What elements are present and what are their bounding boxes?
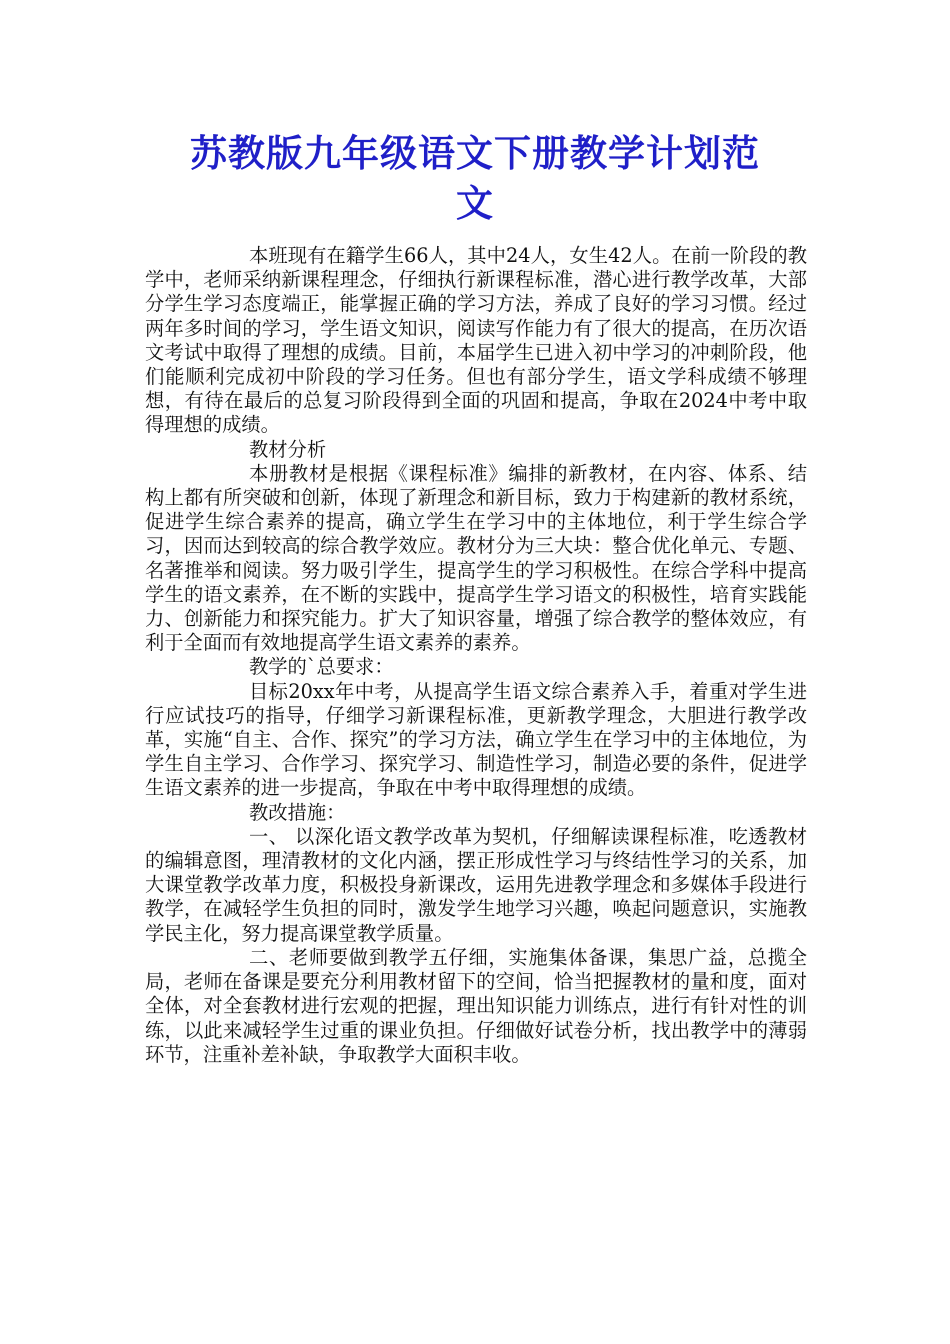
heading-textbook-analysis: 教材分析	[249, 437, 327, 461]
title-line-1: 苏教版九年级语文下册教学计划范	[190, 131, 760, 175]
paragraph-general-requirements: 目标20xx年中考，从提高学生语文综合素养入手，着重对学生进行应试技巧的指导，仔细学习新课程标准，更新教学理念，大胆进行教学改革，实施“自主、合作、探究”的学习方法，确立学生在学习中的主体地位，为学生自主学习、合作学习、探究学习、制造性学习，制造必要的条件，促进学生语文素养的进一步提高，争取在中考中取得理想的成绩。	[145, 679, 807, 800]
paragraph-measure-two: 二、老师要做到教学五仔细，实施集体备课，集思广益，总揽全局，老师在备课是要充分利用教材留下的空间，恰当把握教材的量和度，面对全体，对全套教材进行宏观的把握，理出知识能力训练点，进行有针对性的训练，以此来减轻学生过重的课业负担。仔细做好试卷分析，找出教学中的薄弱环节，注重补差补缺，争取教学大面积丰收。	[145, 945, 807, 1066]
paragraph-textbook-analysis: 本册教材是根据《课程标准》编排的新教材，在内容、体系、结构上都有所突破和创新，体现了新理念和新目标，致力于构建新的教材系统，促进学生综合素养的提高，确立学生在学习中的主体地位，利于学生综合学习，因而达到较高的综合教学效应。教材分为三大块：整合优化单元、专题、名著推举和阅读。努力吸引学生，提高学生的学习积极性。在综合学科中提高学生的语文素养，在不断的实践中，提高学生学习语文的积极性，培育实践能力、创新能力和探究能力。扩大了知识容量，增强了综合教学的整体效应，有利于全面而有效地提高学生语文素养的素养。	[145, 461, 807, 655]
heading-general-requirements: 教学的`总要求：	[249, 655, 394, 679]
document-title	[145, 128, 805, 228]
paragraph-measure-one: 一、 以深化语文教学改革为契机，仔细解读课程标准，吃透教材的编辑意图，理清教材的文化内涵，摆正形成性学习与终结性学习的关系，加大课堂教学改革力度，积极投身新课改，运用先进教学理念和多媒体手段进行教学，在减轻学生负担的同时，激发学生地学习兴趣，唤起问题意识，实施教学民主化，努力提高课堂教学质量。	[145, 824, 807, 945]
document-body	[145, 244, 807, 1067]
paragraph-class-status: 本班现有在籍学生66人，其中24人，女生42人。在前一阶段的教学中，老师采纳新课程理念，仔细执行新课程标准，潜心进行教学改革，大部分学生学习态度端正，能掌握正确的学习方法，养成了良好的学习习惯。经过两年多时间的学习，学生语文知识，阅读写作能力有了很大的提高，在历次语文考试中取得了理想的成绩。目前，本届学生已进入初中学习的冲刺阶段，他们能顺利完成初中阶段的学习任务。但也有部分学生，语文学科成绩不够理想，有待在最后的总复习阶段得到全面的巩固和提高，争取在2024中考中取得理想的成绩。	[145, 244, 807, 437]
title-line-2: 文	[456, 181, 494, 225]
heading-reform-measures: 教改措施：	[249, 800, 346, 824]
